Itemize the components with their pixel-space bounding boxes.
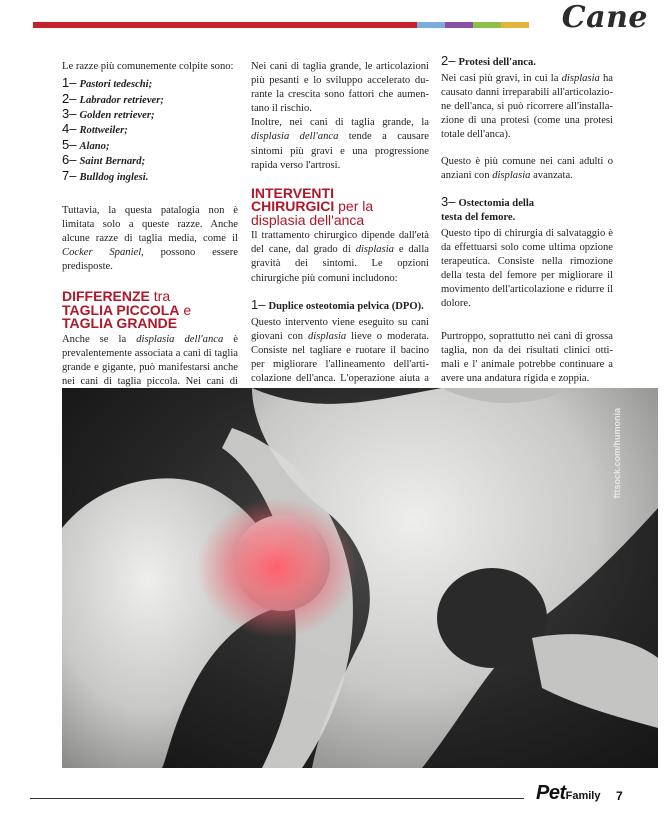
obturator-foramen [437,568,547,668]
paragraph-treatment: Il trattamento chirurgico dipende dall'età del cane, dal grado di displasia e dalla gravità dei sintomi. Le opzioni chirurgiche più comuni includono: [251,230,429,284]
hip-dysplasia-illustration [62,388,658,768]
paragraph-limit: Tuttavia, la questa patalogia non è limitata solo a queste razze. Anche alcune razze di taglia media, come il Cocker Spaniel, possono essere predisposte. [62,204,238,273]
paragraph-unfortunately: Purtroppo, soprattutto nei cani di grossa taglia, non da dei risultati clinici ottimali e l' animale potrebbe continuare a avere una andatura rigida e zoppia. [441,330,613,384]
list-item: 1– Pastori tedeschi; [62,75,153,91]
list-item: 5– Alano; [62,136,110,152]
subheading-ostectomy: 3– Ostectomia della testa del femore. [441,193,535,223]
paragraph-common: Questo è più comune nei cani adulti o anziani con displasia avanzata. [441,155,613,181]
column-2 [251,60,429,412]
list-item: 3– Golden retriever; [62,105,155,121]
bar-segment-blue [417,22,445,28]
heading-differences: DIFFERENZE tra TAGLIA PICCOLA e TAGLIA GRANDE [62,288,192,332]
hip-joint-image [62,388,658,768]
list-item: 6– Saint Bernard; [62,152,146,168]
breeds-intro: Le razze più comunemente colpite sono: [62,61,234,72]
paragraph-ostectomy: Questo tipo di chirurgia di salvataggio è da effettuarsi solo come ultima opzione terapeutica. Consiste nella rimozione della testa del femore per migliorare il movimento dell'articolazione e ridurre il dolore. [441,227,613,310]
list-item: 4– Rottweiler; [62,121,128,137]
section-title: Cane [561,0,648,35]
list-item: 7– Bulldog inglesi. [62,167,149,183]
paragraph-dpo: Questo intervento viene eseguito su cani giovani con displasia lieve o moderata. Consiste nel tagliare e ruotare il bacino per migliorare l'allineamento dell'articolazione dell'anca. L'operazione aiuta a [251,316,430,385]
top-color-bar [33,22,529,28]
footer-rule [30,798,524,799]
paragraph-differences: Anche se la displasia dell'anca è prevalentemente associata a cani di taglia grande e gigante, può manifestarsi anche nei cani di taglia piccola. Nei cani di [62,333,238,388]
subheading-dpo: 1– Duplice osteotomia pelvica (DPO). [251,296,424,312]
paragraph-also: Inoltre, nei cani di taglia grande, la displasia dell'anca tende a causare sintomi più gravi e una progressione rapida verso l'artrosi. [251,117,429,171]
ischium [532,634,658,728]
pet-family-logo: PetFamily [536,782,601,804]
paragraph-large-breeds: Nei cani di taglia grande, le articolazioni più pesanti e lo sviluppo accelerato durante la crescita sono fattori che aumentano il rischio. [251,61,429,115]
list-item: 2– Labrador retriever; [62,90,164,106]
inflammation-glow [197,498,357,638]
page-number: 7 [616,789,623,803]
bar-segment-purple [445,22,473,28]
column-3 [441,53,613,398]
subheading-prosthesis: 2– Protesi dell'anca. [441,53,536,68]
bar-segment-red [33,22,417,28]
column-1 [62,60,238,444]
bar-segment-yellow [501,22,529,28]
bar-segment-green [473,22,501,28]
photo-credit: fttsock.com/humonia [612,408,622,499]
heading-surgery: INTERVENTI CHIRURGICI per la displasia dell'anca [251,184,374,228]
paragraph-prosthesis: Nei casi più gravi, in cui la displasia ha causato danni irreparabili all'articolazione dell'anca, si può ricorrere all'installazione di una protesi (come una protesi totale dell'anca). [441,73,613,141]
breeds-list [62,76,238,184]
